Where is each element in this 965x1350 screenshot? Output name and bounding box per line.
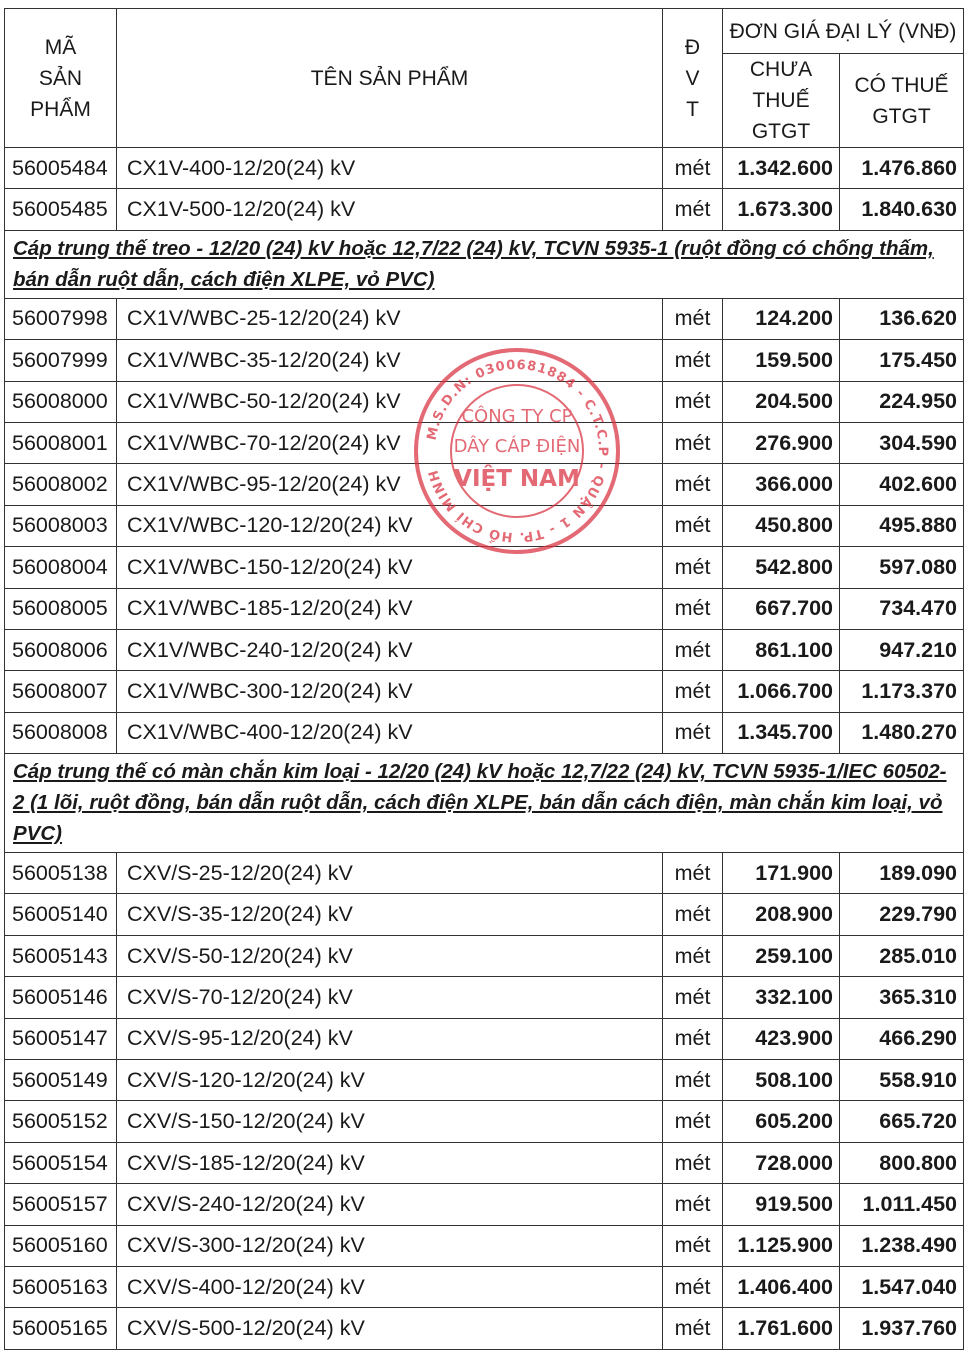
price-vat-cell: 224.950	[840, 381, 964, 422]
unit-cell: mét	[663, 977, 723, 1018]
unit-cell: mét	[663, 298, 723, 339]
price-vat-cell: 365.310	[840, 977, 964, 1018]
product-code-cell: 56005165	[5, 1308, 117, 1349]
product-code-cell: 56005485	[5, 189, 117, 230]
price-vat-cell: 1.547.040	[840, 1266, 964, 1307]
price-vat-cell: 1.480.270	[840, 712, 964, 753]
price-sheet	[4, 8, 963, 1350]
price-vat-cell: 1.173.370	[840, 671, 964, 712]
price-vat-cell: 304.590	[840, 422, 964, 463]
price-vat-cell: 466.290	[840, 1018, 964, 1059]
section-heading: Cáp trung thế treo - 12/20 (24) kV hoặc 12,7/22 (24) kV, TCVN 5935-1 (ruột đồng có chống thấm, bán dẫn ruột dẫn, cách điện XLPE, vỏ PVC)	[5, 230, 964, 298]
price-vat-cell: 136.620	[840, 298, 964, 339]
price-vat-cell: 947.210	[840, 629, 964, 670]
unit-cell: mét	[663, 588, 723, 629]
unit-cell: mét	[663, 148, 723, 189]
header-price-no-vat: CHƯA THUẾ GTGT	[723, 54, 840, 148]
unit-cell: mét	[663, 1101, 723, 1142]
product-name-cell: CX1V/WBC-95-12/20(24) kV	[117, 464, 663, 505]
product-code-cell: 56008004	[5, 547, 117, 588]
price-no-vat-cell: 208.900	[723, 894, 840, 935]
section-heading: Cáp trung thế có màn chắn kim loại - 12/20 (24) kV hoặc 12,7/22 (24) kV, TCVN 5935-1/IEC 60502-2 (1 lõi, ruột đồng, bán dẫn ruột dẫn, cách điện XLPE, bán dẫn cách điện, màn chắn kim loại, vỏ PVC)	[5, 754, 964, 853]
table-row	[5, 712, 964, 753]
product-name-cell: CX1V-400-12/20(24) kV	[117, 148, 663, 189]
price-vat-cell: 1.011.450	[840, 1184, 964, 1225]
price-no-vat-cell: 728.000	[723, 1142, 840, 1183]
table-row	[5, 1142, 964, 1183]
product-name-cell: CXV/S-300-12/20(24) kV	[117, 1225, 663, 1266]
price-no-vat-cell: 366.000	[723, 464, 840, 505]
product-code-cell: 56008008	[5, 712, 117, 753]
product-name-cell: CX1V/WBC-25-12/20(24) kV	[117, 298, 663, 339]
table-row	[5, 1018, 964, 1059]
product-name-cell: CX1V-500-12/20(24) kV	[117, 189, 663, 230]
unit-cell: mét	[663, 464, 723, 505]
table-header-row	[5, 9, 964, 54]
product-name-cell: CX1V/WBC-70-12/20(24) kV	[117, 422, 663, 463]
unit-cell: mét	[663, 1018, 723, 1059]
price-no-vat-cell: 450.800	[723, 505, 840, 546]
product-name-cell: CX1V/WBC-150-12/20(24) kV	[117, 547, 663, 588]
product-code-cell: 56005154	[5, 1142, 117, 1183]
price-vat-cell: 597.080	[840, 547, 964, 588]
unit-cell: mét	[663, 422, 723, 463]
product-code-cell: 56005152	[5, 1101, 117, 1142]
product-name-cell: CX1V/WBC-400-12/20(24) kV	[117, 712, 663, 753]
price-vat-cell: 285.010	[840, 935, 964, 976]
price-no-vat-cell: 508.100	[723, 1060, 840, 1101]
product-code-cell: 56005138	[5, 853, 117, 894]
table-row	[5, 894, 964, 935]
price-vat-cell: 665.720	[840, 1101, 964, 1142]
price-vat-cell: 175.450	[840, 340, 964, 381]
unit-cell: mét	[663, 629, 723, 670]
unit-cell: mét	[663, 935, 723, 976]
unit-cell: mét	[663, 1184, 723, 1225]
unit-cell: mét	[663, 1060, 723, 1101]
stamp-line-2: DÂY CÁP ĐIỆN	[453, 436, 581, 457]
product-code-cell: 56005146	[5, 977, 117, 1018]
product-code-cell: 56008007	[5, 671, 117, 712]
product-code-cell: 56008002	[5, 464, 117, 505]
product-name-cell: CX1V/WBC-185-12/20(24) kV	[117, 588, 663, 629]
price-no-vat-cell: 542.800	[723, 547, 840, 588]
product-name-cell: CXV/S-25-12/20(24) kV	[117, 853, 663, 894]
product-name-cell: CXV/S-50-12/20(24) kV	[117, 935, 663, 976]
product-name-cell: CXV/S-95-12/20(24) kV	[117, 1018, 663, 1059]
header-unit: Đ V T	[663, 9, 723, 148]
stamp-line-3: VIỆT NAM	[454, 466, 580, 492]
table-row	[5, 1060, 964, 1101]
header-product-code: MÃ SẢN PHẨM	[5, 9, 117, 148]
price-no-vat-cell: 332.100	[723, 977, 840, 1018]
price-vat-cell: 495.880	[840, 505, 964, 546]
table-row	[5, 148, 964, 189]
product-code-cell: 56007999	[5, 340, 117, 381]
price-no-vat-cell: 276.900	[723, 422, 840, 463]
price-no-vat-cell: 919.500	[723, 1184, 840, 1225]
product-code-cell: 56008001	[5, 422, 117, 463]
price-vat-cell: 734.470	[840, 588, 964, 629]
price-no-vat-cell: 1.406.400	[723, 1266, 840, 1307]
price-no-vat-cell: 259.100	[723, 935, 840, 976]
unit-cell: mét	[663, 1225, 723, 1266]
product-name-cell: CX1V/WBC-240-12/20(24) kV	[117, 629, 663, 670]
unit-cell: mét	[663, 1142, 723, 1183]
stamp-line-1: CÔNG TY CP	[461, 406, 573, 427]
product-name-cell: CXV/S-150-12/20(24) kV	[117, 1101, 663, 1142]
product-name-cell: CX1V/WBC-35-12/20(24) kV	[117, 340, 663, 381]
product-code-cell: 56008006	[5, 629, 117, 670]
product-code-cell: 56005157	[5, 1184, 117, 1225]
table-row	[5, 189, 964, 230]
price-no-vat-cell: 204.500	[723, 381, 840, 422]
product-code-cell: 56008003	[5, 505, 117, 546]
price-no-vat-cell: 667.700	[723, 588, 840, 629]
price-no-vat-cell: 1.345.700	[723, 712, 840, 753]
table-row	[5, 298, 964, 339]
price-vat-cell: 1.937.760	[840, 1308, 964, 1349]
price-vat-cell: 800.800	[840, 1142, 964, 1183]
table-row	[5, 629, 964, 670]
unit-cell: mét	[663, 1308, 723, 1349]
header-price-group: ĐƠN GIÁ ĐẠI LÝ (VNĐ)	[723, 9, 964, 54]
table-row	[5, 671, 964, 712]
price-vat-cell: 1.238.490	[840, 1225, 964, 1266]
price-no-vat-cell: 1.342.600	[723, 148, 840, 189]
price-no-vat-cell: 1.673.300	[723, 189, 840, 230]
stamp-ring-text: M.S.D.N: 0300681884 - C.T.C.P - QUẬN 1 - TP. HỒ CHÍ MINH	[424, 357, 611, 545]
product-code-cell: 56007998	[5, 298, 117, 339]
price-vat-cell: 402.600	[840, 464, 964, 505]
product-name-cell: CX1V/WBC-300-12/20(24) kV	[117, 671, 663, 712]
product-name-cell: CXV/S-500-12/20(24) kV	[117, 1308, 663, 1349]
product-code-cell: 56005160	[5, 1225, 117, 1266]
price-vat-cell: 189.090	[840, 853, 964, 894]
unit-cell: mét	[663, 189, 723, 230]
product-name-cell: CXV/S-35-12/20(24) kV	[117, 894, 663, 935]
price-no-vat-cell: 861.100	[723, 629, 840, 670]
table-row	[5, 1266, 964, 1307]
product-name-cell: CXV/S-400-12/20(24) kV	[117, 1266, 663, 1307]
header-product-name: TÊN SẢN PHẨM	[117, 9, 663, 148]
unit-cell: mét	[663, 547, 723, 588]
table-row	[5, 935, 964, 976]
price-vat-cell: 1.840.630	[840, 189, 964, 230]
unit-cell: mét	[663, 505, 723, 546]
product-code-cell: 56005484	[5, 148, 117, 189]
price-vat-cell: 229.790	[840, 894, 964, 935]
table-row	[5, 1184, 964, 1225]
price-vat-cell: 1.476.860	[840, 148, 964, 189]
unit-cell: mét	[663, 340, 723, 381]
price-no-vat-cell: 1.761.600	[723, 1308, 840, 1349]
unit-cell: mét	[663, 1266, 723, 1307]
price-no-vat-cell: 171.900	[723, 853, 840, 894]
section-heading-row	[5, 230, 964, 298]
table-row	[5, 853, 964, 894]
product-name-cell: CXV/S-120-12/20(24) kV	[117, 1060, 663, 1101]
product-code-cell: 56005163	[5, 1266, 117, 1307]
section-heading-row	[5, 754, 964, 853]
product-code-cell: 56005140	[5, 894, 117, 935]
table-row	[5, 1101, 964, 1142]
unit-cell: mét	[663, 712, 723, 753]
product-name-cell: CX1V/WBC-120-12/20(24) kV	[117, 505, 663, 546]
company-stamp	[412, 346, 622, 556]
price-no-vat-cell: 1.066.700	[723, 671, 840, 712]
table-row	[5, 977, 964, 1018]
price-no-vat-cell: 423.900	[723, 1018, 840, 1059]
price-no-vat-cell: 605.200	[723, 1101, 840, 1142]
price-table	[4, 8, 964, 1350]
product-name-cell: CX1V/WBC-50-12/20(24) kV	[117, 381, 663, 422]
product-name-cell: CXV/S-240-12/20(24) kV	[117, 1184, 663, 1225]
product-code-cell: 56005147	[5, 1018, 117, 1059]
price-no-vat-cell: 124.200	[723, 298, 840, 339]
table-row	[5, 1225, 964, 1266]
table-row	[5, 1308, 964, 1349]
unit-cell: mét	[663, 671, 723, 712]
product-code-cell: 56008005	[5, 588, 117, 629]
product-code-cell: 56005149	[5, 1060, 117, 1101]
table-row	[5, 588, 964, 629]
table-body	[5, 148, 964, 1350]
product-name-cell: CXV/S-70-12/20(24) kV	[117, 977, 663, 1018]
unit-cell: mét	[663, 894, 723, 935]
header-price-vat: CÓ THUẾ GTGT	[840, 54, 964, 148]
product-name-cell: CXV/S-185-12/20(24) kV	[117, 1142, 663, 1183]
price-no-vat-cell: 159.500	[723, 340, 840, 381]
product-code-cell: 56005143	[5, 935, 117, 976]
unit-cell: mét	[663, 381, 723, 422]
unit-cell: mét	[663, 853, 723, 894]
product-code-cell: 56008000	[5, 381, 117, 422]
price-vat-cell: 558.910	[840, 1060, 964, 1101]
price-no-vat-cell: 1.125.900	[723, 1225, 840, 1266]
